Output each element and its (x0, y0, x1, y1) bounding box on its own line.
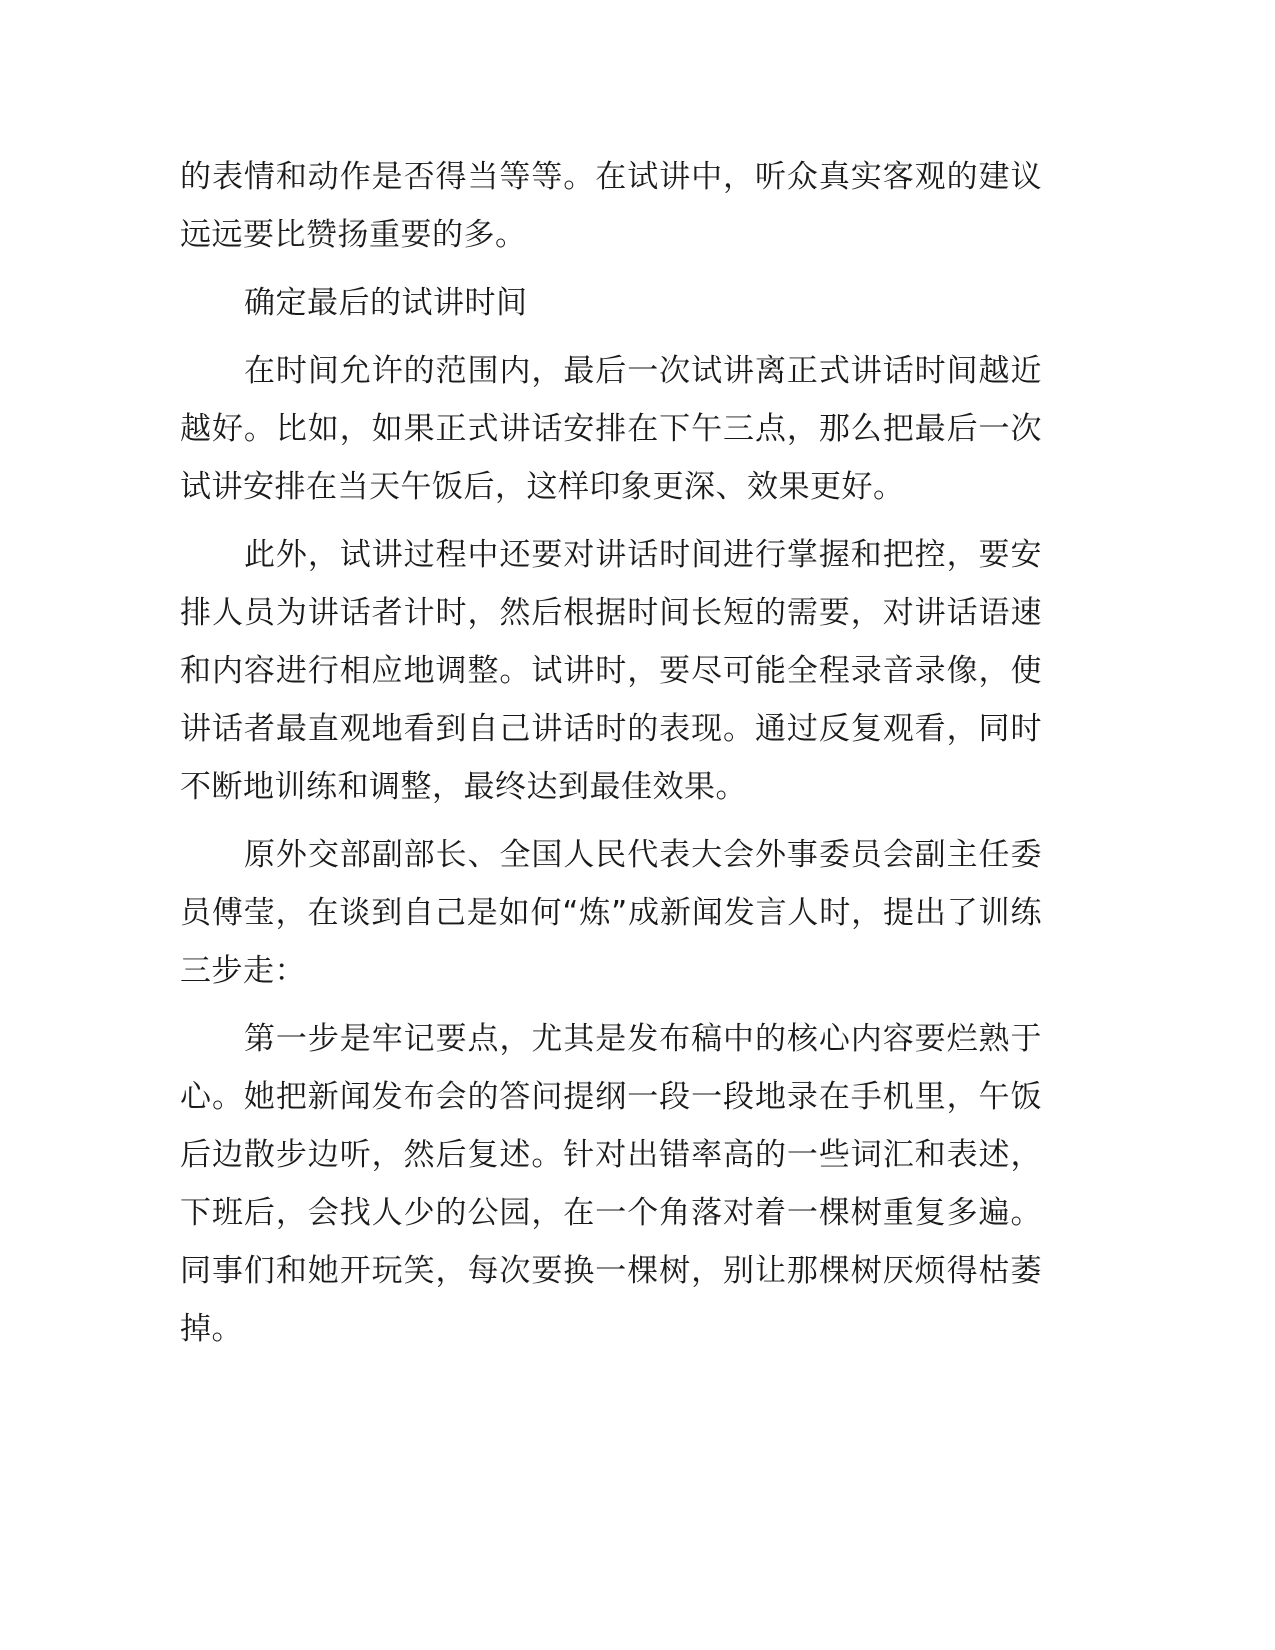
paragraph-step-one: 第一步是牢记要点，尤其是发布稿中的核心内容要烂熟于心。她把新闻发布会的答问提纲一段一段地录在手机里，午饭后边散步边听，然后复述。针对出错率高的一些词汇和表述，下班后，会找人少的公园，在一个角落对着一棵树重复多遍。同事们和她开玩笑，每次要换一棵树，别让那棵树厌烦得枯萎掉。 (180, 1021, 1042, 1347)
paragraph-continuation: 的表情和动作是否得当等等。在试讲中，听众真实客观的建议远远要比赞扬重要的多。 (180, 159, 1042, 253)
paragraph-fu-ying: 原外交部副部长、全国人民代表大会外事委员会副主任委员傅莹，在谈到自己是如何“炼”成新闻发言人时，提出了训练三步走： (180, 837, 1042, 989)
paragraph-timing: 在时间允许的范围内，最后一次试讲离正式讲话时间越近越好。比如，如果正式讲话安排在下午三点，那么把最后一次试讲安排在当天午饭后，这样印象更深、效果更好。 (180, 353, 1042, 505)
section-heading: 确定最后的试讲时间 (244, 285, 528, 321)
paragraph-time-control: 此外，试讲过程中还要对讲话时间进行掌握和把控，要安排人员为讲话者计时，然后根据时间长短的需要，对讲话语速和内容进行相应地调整。试讲时，要尽可能全程录音录像，使讲话者最直观地看到自己讲话时的表现。通过反复观看，同时不断地训练和调整，最终达到最佳效果。 (180, 537, 1042, 805)
document-page (180, 148, 1042, 1358)
